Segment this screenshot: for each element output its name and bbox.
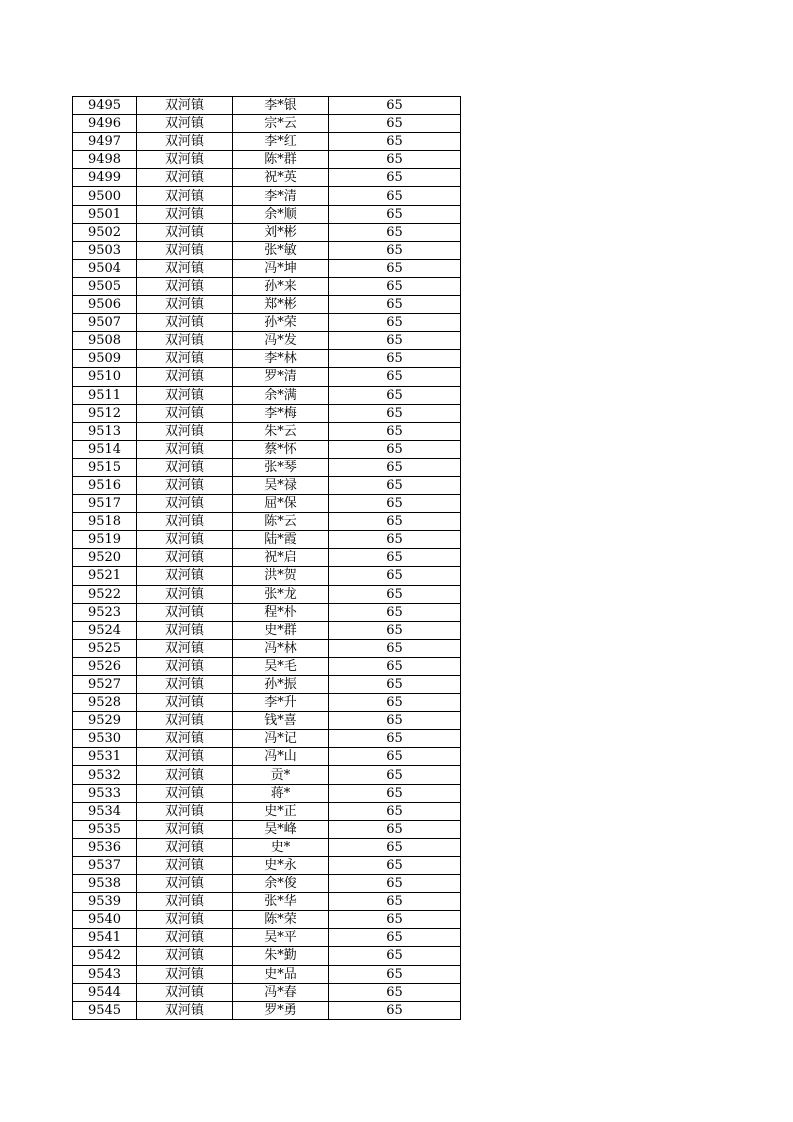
cell-amount: 65	[329, 368, 461, 386]
cell-name: 孙*荣	[233, 314, 329, 332]
cell-town: 双河镇	[137, 820, 233, 838]
cell-id: 9515	[73, 458, 137, 476]
cell-town: 双河镇	[137, 603, 233, 621]
cell-id: 9529	[73, 712, 137, 730]
cell-amount: 65	[329, 784, 461, 802]
cell-town: 双河镇	[137, 965, 233, 983]
cell-amount: 65	[329, 314, 461, 332]
table-row	[73, 639, 461, 657]
cell-amount: 65	[329, 350, 461, 368]
cell-name: 李*林	[233, 350, 329, 368]
cell-name: 余*满	[233, 386, 329, 404]
cell-amount: 65	[329, 115, 461, 133]
cell-name: 吴*禄	[233, 476, 329, 494]
table-row	[73, 386, 461, 404]
cell-town: 双河镇	[137, 169, 233, 187]
table-row	[73, 332, 461, 350]
cell-amount: 65	[329, 621, 461, 639]
cell-amount: 65	[329, 983, 461, 1001]
cell-town: 双河镇	[137, 277, 233, 295]
cell-town: 双河镇	[137, 241, 233, 259]
cell-town: 双河镇	[137, 875, 233, 893]
table-row	[73, 513, 461, 531]
cell-id: 9509	[73, 350, 137, 368]
cell-town: 双河镇	[137, 929, 233, 947]
cell-amount: 65	[329, 929, 461, 947]
table-row	[73, 929, 461, 947]
cell-id: 9513	[73, 422, 137, 440]
cell-amount: 65	[329, 676, 461, 694]
cell-town: 双河镇	[137, 784, 233, 802]
cell-amount: 65	[329, 639, 461, 657]
cell-name: 屈*保	[233, 495, 329, 513]
cell-name: 蒋*	[233, 784, 329, 802]
cell-town: 双河镇	[137, 440, 233, 458]
cell-name: 洪*贺	[233, 567, 329, 585]
cell-town: 双河镇	[137, 585, 233, 603]
cell-id: 9495	[73, 97, 137, 115]
cell-id: 9503	[73, 241, 137, 259]
cell-amount: 65	[329, 422, 461, 440]
cell-town: 双河镇	[137, 422, 233, 440]
cell-name: 孙*振	[233, 676, 329, 694]
cell-id: 9539	[73, 893, 137, 911]
table-row	[73, 621, 461, 639]
cell-name: 陈*云	[233, 513, 329, 531]
cell-amount: 65	[329, 169, 461, 187]
cell-name: 宗*云	[233, 115, 329, 133]
cell-name: 史*群	[233, 621, 329, 639]
cell-amount: 65	[329, 476, 461, 494]
cell-name: 吴*平	[233, 929, 329, 947]
cell-id: 9530	[73, 730, 137, 748]
cell-name: 朱*勤	[233, 947, 329, 965]
cell-amount: 65	[329, 585, 461, 603]
table-row	[73, 875, 461, 893]
cell-amount: 65	[329, 241, 461, 259]
table-row	[73, 187, 461, 205]
cell-amount: 65	[329, 730, 461, 748]
table-row	[73, 820, 461, 838]
cell-town: 双河镇	[137, 223, 233, 241]
cell-name: 陈*群	[233, 151, 329, 169]
cell-name: 罗*勇	[233, 1001, 329, 1019]
cell-name: 张*龙	[233, 585, 329, 603]
cell-amount: 65	[329, 440, 461, 458]
cell-name: 钱*喜	[233, 712, 329, 730]
cell-name: 吴*毛	[233, 657, 329, 675]
cell-id: 9497	[73, 133, 137, 151]
cell-id: 9496	[73, 115, 137, 133]
cell-name: 罗*清	[233, 368, 329, 386]
cell-id: 9500	[73, 187, 137, 205]
cell-id: 9514	[73, 440, 137, 458]
table-row	[73, 730, 461, 748]
cell-id: 9521	[73, 567, 137, 585]
cell-name: 刘*彬	[233, 223, 329, 241]
cell-id: 9535	[73, 820, 137, 838]
cell-amount: 65	[329, 947, 461, 965]
cell-id: 9517	[73, 495, 137, 513]
cell-amount: 65	[329, 495, 461, 513]
cell-town: 双河镇	[137, 838, 233, 856]
cell-name: 史*	[233, 838, 329, 856]
cell-amount: 65	[329, 856, 461, 874]
cell-town: 双河镇	[137, 893, 233, 911]
cell-name: 蔡*怀	[233, 440, 329, 458]
cell-town: 双河镇	[137, 531, 233, 549]
cell-town: 双河镇	[137, 332, 233, 350]
cell-town: 双河镇	[137, 205, 233, 223]
table-row	[73, 440, 461, 458]
table-row	[73, 151, 461, 169]
cell-id: 9524	[73, 621, 137, 639]
cell-amount: 65	[329, 911, 461, 929]
cell-id: 9544	[73, 983, 137, 1001]
cell-id: 9510	[73, 368, 137, 386]
table-row	[73, 712, 461, 730]
table-row	[73, 296, 461, 314]
cell-name: 陈*荣	[233, 911, 329, 929]
cell-name: 冯*春	[233, 983, 329, 1001]
cell-id: 9498	[73, 151, 137, 169]
cell-name: 朱*云	[233, 422, 329, 440]
cell-amount: 65	[329, 458, 461, 476]
cell-id: 9545	[73, 1001, 137, 1019]
cell-id: 9520	[73, 549, 137, 567]
cell-town: 双河镇	[137, 386, 233, 404]
table-row	[73, 277, 461, 295]
cell-id: 9519	[73, 531, 137, 549]
cell-town: 双河镇	[137, 350, 233, 368]
table-row	[73, 748, 461, 766]
cell-town: 双河镇	[137, 549, 233, 567]
table-row	[73, 947, 461, 965]
cell-amount: 65	[329, 205, 461, 223]
cell-name: 余*顺	[233, 205, 329, 223]
cell-town: 双河镇	[137, 458, 233, 476]
cell-id: 9533	[73, 784, 137, 802]
cell-id: 9543	[73, 965, 137, 983]
table-row	[73, 549, 461, 567]
table-row	[73, 97, 461, 115]
table-row	[73, 531, 461, 549]
table-row	[73, 911, 461, 929]
cell-name: 冯*坤	[233, 259, 329, 277]
cell-amount: 65	[329, 766, 461, 784]
cell-amount: 65	[329, 820, 461, 838]
cell-name: 祝*启	[233, 549, 329, 567]
cell-id: 9528	[73, 694, 137, 712]
cell-name: 贡*	[233, 766, 329, 784]
table-row	[73, 965, 461, 983]
cell-town: 双河镇	[137, 115, 233, 133]
table-row	[73, 223, 461, 241]
cell-town: 双河镇	[137, 187, 233, 205]
cell-id: 9511	[73, 386, 137, 404]
cell-id: 9512	[73, 404, 137, 422]
cell-town: 双河镇	[137, 856, 233, 874]
cell-amount: 65	[329, 657, 461, 675]
table-row	[73, 838, 461, 856]
cell-town: 双河镇	[137, 983, 233, 1001]
cell-id: 9532	[73, 766, 137, 784]
cell-amount: 65	[329, 549, 461, 567]
cell-amount: 65	[329, 133, 461, 151]
table-row	[73, 169, 461, 187]
cell-town: 双河镇	[137, 97, 233, 115]
cell-town: 双河镇	[137, 657, 233, 675]
cell-id: 9522	[73, 585, 137, 603]
cell-town: 双河镇	[137, 712, 233, 730]
cell-id: 9523	[73, 603, 137, 621]
cell-amount: 65	[329, 296, 461, 314]
cell-id: 9534	[73, 802, 137, 820]
cell-name: 李*清	[233, 187, 329, 205]
table-row	[73, 495, 461, 513]
cell-id: 9507	[73, 314, 137, 332]
cell-name: 李*红	[233, 133, 329, 151]
cell-town: 双河镇	[137, 639, 233, 657]
cell-id: 9538	[73, 875, 137, 893]
cell-amount: 65	[329, 567, 461, 585]
table-row	[73, 585, 461, 603]
cell-id: 9540	[73, 911, 137, 929]
cell-name: 余*俊	[233, 875, 329, 893]
cell-name: 冯*山	[233, 748, 329, 766]
cell-town: 双河镇	[137, 151, 233, 169]
cell-id: 9505	[73, 277, 137, 295]
table-row	[73, 259, 461, 277]
cell-town: 双河镇	[137, 476, 233, 494]
cell-name: 郑*彬	[233, 296, 329, 314]
cell-id: 9537	[73, 856, 137, 874]
cell-name: 祝*英	[233, 169, 329, 187]
cell-amount: 65	[329, 277, 461, 295]
cell-id: 9526	[73, 657, 137, 675]
cell-amount: 65	[329, 386, 461, 404]
cell-name: 程*朴	[233, 603, 329, 621]
cell-id: 9542	[73, 947, 137, 965]
table-row	[73, 802, 461, 820]
cell-town: 双河镇	[137, 694, 233, 712]
cell-amount: 65	[329, 1001, 461, 1019]
table-row	[73, 1001, 461, 1019]
cell-name: 陆*霞	[233, 531, 329, 549]
cell-name: 张*华	[233, 893, 329, 911]
cell-id: 9525	[73, 639, 137, 657]
cell-amount: 65	[329, 259, 461, 277]
cell-amount: 65	[329, 712, 461, 730]
data-table	[72, 96, 461, 1020]
cell-town: 双河镇	[137, 766, 233, 784]
cell-name: 李*银	[233, 97, 329, 115]
cell-name: 李*升	[233, 694, 329, 712]
table-row	[73, 784, 461, 802]
cell-town: 双河镇	[137, 676, 233, 694]
table-row	[73, 350, 461, 368]
cell-id: 9506	[73, 296, 137, 314]
table-row	[73, 476, 461, 494]
table-row	[73, 368, 461, 386]
cell-town: 双河镇	[137, 1001, 233, 1019]
cell-id: 9541	[73, 929, 137, 947]
cell-amount: 65	[329, 187, 461, 205]
table-row	[73, 676, 461, 694]
cell-town: 双河镇	[137, 730, 233, 748]
cell-amount: 65	[329, 603, 461, 621]
cell-amount: 65	[329, 694, 461, 712]
table-row	[73, 567, 461, 585]
cell-id: 9499	[73, 169, 137, 187]
cell-town: 双河镇	[137, 911, 233, 929]
cell-name: 史*正	[233, 802, 329, 820]
cell-amount: 65	[329, 748, 461, 766]
cell-id: 9504	[73, 259, 137, 277]
table-row	[73, 133, 461, 151]
cell-id: 9518	[73, 513, 137, 531]
cell-town: 双河镇	[137, 296, 233, 314]
table-row	[73, 205, 461, 223]
cell-amount: 65	[329, 332, 461, 350]
cell-name: 史*永	[233, 856, 329, 874]
cell-town: 双河镇	[137, 495, 233, 513]
cell-amount: 65	[329, 838, 461, 856]
table-row	[73, 422, 461, 440]
cell-name: 吴*峰	[233, 820, 329, 838]
table-body	[73, 97, 461, 1020]
cell-name: 李*梅	[233, 404, 329, 422]
cell-name: 张*敏	[233, 241, 329, 259]
cell-amount: 65	[329, 151, 461, 169]
cell-id: 9516	[73, 476, 137, 494]
table-row	[73, 314, 461, 332]
cell-town: 双河镇	[137, 404, 233, 422]
cell-name: 张*琴	[233, 458, 329, 476]
table-row	[73, 115, 461, 133]
table-row	[73, 657, 461, 675]
cell-amount: 65	[329, 875, 461, 893]
cell-name: 孙*来	[233, 277, 329, 295]
cell-amount: 65	[329, 404, 461, 422]
cell-amount: 65	[329, 802, 461, 820]
table-row	[73, 893, 461, 911]
cell-id: 9501	[73, 205, 137, 223]
cell-name: 史*品	[233, 965, 329, 983]
table-row	[73, 603, 461, 621]
cell-town: 双河镇	[137, 802, 233, 820]
cell-amount: 65	[329, 893, 461, 911]
table-row	[73, 404, 461, 422]
cell-town: 双河镇	[137, 133, 233, 151]
cell-id: 9502	[73, 223, 137, 241]
cell-amount: 65	[329, 223, 461, 241]
table-row	[73, 766, 461, 784]
cell-town: 双河镇	[137, 314, 233, 332]
cell-town: 双河镇	[137, 621, 233, 639]
table-row	[73, 458, 461, 476]
cell-id: 9531	[73, 748, 137, 766]
cell-id: 9527	[73, 676, 137, 694]
cell-amount: 65	[329, 965, 461, 983]
cell-town: 双河镇	[137, 259, 233, 277]
cell-town: 双河镇	[137, 748, 233, 766]
cell-id: 9536	[73, 838, 137, 856]
table-row	[73, 694, 461, 712]
cell-name: 冯*记	[233, 730, 329, 748]
cell-town: 双河镇	[137, 513, 233, 531]
cell-amount: 65	[329, 513, 461, 531]
cell-town: 双河镇	[137, 567, 233, 585]
table-row	[73, 856, 461, 874]
cell-name: 冯*林	[233, 639, 329, 657]
table-row	[73, 241, 461, 259]
cell-name: 冯*发	[233, 332, 329, 350]
cell-amount: 65	[329, 97, 461, 115]
table-row	[73, 983, 461, 1001]
cell-id: 9508	[73, 332, 137, 350]
cell-town: 双河镇	[137, 947, 233, 965]
cell-amount: 65	[329, 531, 461, 549]
cell-town: 双河镇	[137, 368, 233, 386]
